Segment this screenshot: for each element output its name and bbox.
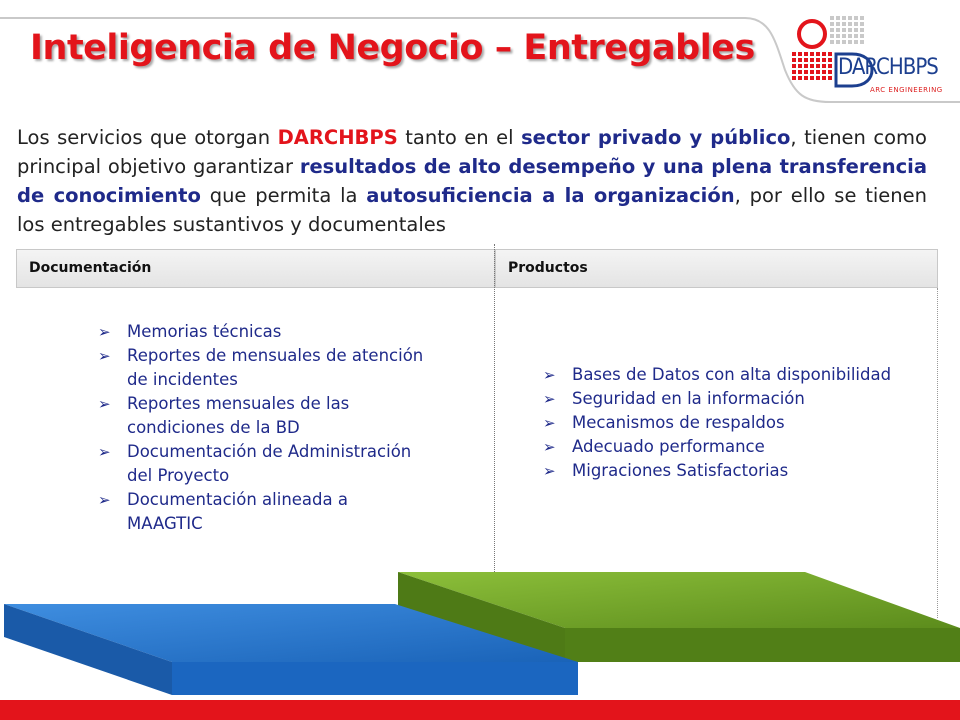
arrow-bullet-icon: ➢ xyxy=(98,395,111,413)
list-item: ➢ Migraciones Satisfactorias xyxy=(543,459,903,483)
sector-highlight: sector privado y público xyxy=(521,126,791,149)
list-item: ➢ Reportes de mensuales de atención de incidentes xyxy=(98,346,424,389)
list-item: ➢ Seguridad en la información xyxy=(543,387,903,411)
list-item: ➢ Bases de Datos con alta disponibilidad xyxy=(543,363,903,387)
arrow-bullet-icon: ➢ xyxy=(98,491,111,509)
arrow-bullet-icon: ➢ xyxy=(543,438,556,456)
column-divider xyxy=(494,244,495,574)
decorative-slabs xyxy=(0,560,960,700)
list-item: ➢ Mecanismos de respaldos xyxy=(543,411,903,435)
arrow-bullet-icon: ➢ xyxy=(98,323,111,341)
logo-tagline: ARC ENGINEERING xyxy=(870,86,943,94)
results-highlight: resultados de alto desempeño y una plena transferencia de conocimiento xyxy=(17,155,928,207)
products-list xyxy=(543,363,903,483)
arrow-bullet-icon: ➢ xyxy=(543,390,556,408)
list-item: ➢ Memorias técnicas xyxy=(98,320,428,344)
arrow-bullet-icon: ➢ xyxy=(543,414,556,432)
list-item: ➢ Documentación alineada a MAAGTIC xyxy=(98,490,348,533)
arrow-bullet-icon: ➢ xyxy=(98,347,111,365)
documentation-header: Documentación xyxy=(16,249,495,288)
documentation-list xyxy=(98,320,428,536)
list-item: ➢ Documentación de Administración del Proyecto xyxy=(98,442,412,485)
brand-name: DARCHBPS xyxy=(277,126,398,149)
autonomy-highlight: autosuficiencia a la organización xyxy=(366,184,735,207)
slide-title: Inteligencia de Negocio – Entregables xyxy=(30,28,755,68)
list-item: ➢ Adecuado performance xyxy=(543,435,903,459)
footer-bar xyxy=(0,700,960,720)
list-item: ➢ Reportes mensuales de las condiciones de la BD xyxy=(98,394,350,437)
products-header: Productos xyxy=(495,249,938,288)
intro-paragraph: Los servicios que otorgan DARCHBPS tanto en el sector privado y público, tienen como principal objetivo garantizar resultados de alto desempeño y una plena transferencia de conocimiento que permita la autosuficiencia a la organización, por ello se tienen los entregables sustantivos y documentales xyxy=(17,126,928,236)
arrow-bullet-icon: ➢ xyxy=(98,443,111,461)
arrow-bullet-icon: ➢ xyxy=(543,366,556,384)
logo-wordmark: DARCHBPS xyxy=(838,55,938,80)
arrow-bullet-icon: ➢ xyxy=(543,462,556,480)
